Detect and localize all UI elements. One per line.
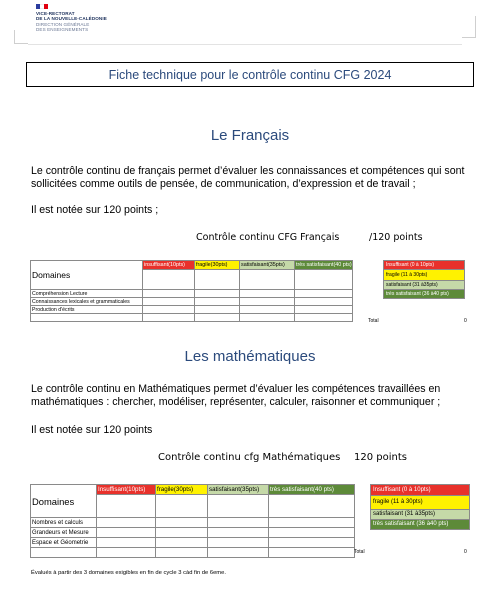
- francais-legend: [383, 260, 465, 299]
- logo-sub-line: DIRECTION GÉNÉRALE: [36, 21, 90, 27]
- score-cell[interactable]: [97, 518, 156, 528]
- score-cell[interactable]: [195, 314, 240, 322]
- legend-satisfaisant: satisfaisant (31 à35pts): [383, 281, 465, 290]
- row-label: Nombres et calculs: [31, 518, 97, 528]
- logo-sub-line: DES ENSEIGNEMENTS: [36, 27, 89, 33]
- col-fragile: fragile(30pts): [156, 485, 208, 495]
- maths-grid: [30, 484, 355, 558]
- score-cell[interactable]: [195, 270, 240, 290]
- score-cell[interactable]: [240, 270, 295, 290]
- score-cell[interactable]: [295, 290, 353, 298]
- vice-rectorat-logo: [36, 11, 107, 33]
- score-cell[interactable]: [269, 548, 355, 558]
- legend-tres-satisfaisant: très satisfaisant (36 à40 pts): [370, 520, 470, 530]
- row-label: Connaissances lexicales et grammaticales: [31, 298, 143, 306]
- document-title: Fiche technique pour le contrôle continu CFG 2024: [26, 62, 474, 87]
- score-cell[interactable]: [295, 314, 353, 322]
- francais-table-caption: Contrôle continu CFG Français: [196, 232, 340, 243]
- col-insuffisant: insuffisant(10pts): [143, 261, 195, 270]
- maths-points: 120 points: [354, 452, 407, 463]
- francais-points: /120 points: [369, 232, 423, 243]
- row-label: Production d'écrits: [31, 306, 143, 314]
- maths-total-value: 0: [464, 549, 467, 555]
- score-cell[interactable]: [208, 538, 269, 548]
- score-cell[interactable]: [269, 538, 355, 548]
- score-cell[interactable]: [97, 548, 156, 558]
- francais-grid: [30, 260, 353, 322]
- score-cell[interactable]: [156, 518, 208, 528]
- logo-line: DE LA NOUVELLE-CALÉDONIE: [36, 16, 107, 22]
- score-cell[interactable]: [240, 290, 295, 298]
- francais-total-label: Total: [368, 318, 379, 324]
- legend-fragile: fragile (11 à 30pts): [383, 270, 465, 281]
- col-insuffisant: Insuffisant(10pts): [97, 485, 156, 495]
- score-cell[interactable]: [143, 290, 195, 298]
- corner-mark-left: [14, 30, 28, 44]
- score-cell[interactable]: [156, 548, 208, 558]
- row-label: Compréhension Lecture: [31, 290, 143, 298]
- score-cell[interactable]: [195, 290, 240, 298]
- maths-total-label: Total: [354, 549, 365, 555]
- section-title-francais: Le Français: [210, 127, 290, 144]
- score-cell[interactable]: [295, 270, 353, 290]
- score-cell[interactable]: [97, 528, 156, 538]
- col-tres-satisfaisant: très satisfaisant(40 pts): [296, 262, 352, 268]
- legend-fragile: fragile (11 à 30pts): [370, 496, 470, 510]
- score-cell[interactable]: [208, 495, 269, 518]
- francais-note: Il est notée sur 120 points ;: [31, 204, 159, 216]
- maths-legend: [370, 484, 470, 530]
- maths-note: Il est notée sur 120 points: [31, 424, 153, 436]
- footnote: Évalués à partir des 3 domaines exigibles en fin de cycle 3 càd fin de 6eme.: [31, 570, 226, 576]
- col-fragile: fragile(30pts): [195, 261, 240, 270]
- logo-line: VICE-RECTORAT: [36, 11, 75, 16]
- score-cell[interactable]: [269, 528, 355, 538]
- domains-label: Domaines: [31, 485, 97, 518]
- col-tres-satisfaisant: très satisfaisant(40 pts): [269, 485, 355, 495]
- col-satisfaisant: satisfaisant(35pts): [240, 261, 295, 270]
- score-cell[interactable]: [97, 538, 156, 548]
- maths-table-caption: Contrôle continu cfg Mathématiques: [158, 452, 341, 463]
- francais-paragraph: Le contrôle continu de français permet d’évaluer les connaissances et compétences qui sont sollicitées comme outils de pensée, de communication, d’expression et de travail ;: [31, 165, 465, 190]
- score-cell[interactable]: [195, 306, 240, 314]
- flag-red-stripe: [44, 4, 48, 9]
- legend-satisfaisant: satisfaisant (31 à35pts): [370, 510, 470, 520]
- score-cell[interactable]: [240, 314, 295, 322]
- score-cell[interactable]: [156, 538, 208, 548]
- score-cell[interactable]: [295, 306, 353, 314]
- score-cell[interactable]: [143, 298, 195, 306]
- score-cell[interactable]: [295, 298, 353, 306]
- score-cell[interactable]: [208, 548, 269, 558]
- legend-tres-satisfaisant: très satisfaisant (36 à40 pts): [383, 290, 465, 299]
- score-cell[interactable]: [156, 495, 208, 518]
- section-title-maths: Les mathématiques: [184, 348, 316, 365]
- score-cell[interactable]: [97, 495, 156, 518]
- score-cell[interactable]: [240, 306, 295, 314]
- score-cell[interactable]: [208, 528, 269, 538]
- score-cell[interactable]: [269, 518, 355, 528]
- legend-insuffisant: Insuffisant (0 à 10pts): [383, 260, 465, 270]
- empty-cell: [31, 548, 97, 558]
- row-label: Grandeurs et Mesure: [31, 528, 97, 538]
- score-cell[interactable]: [269, 495, 355, 518]
- score-cell[interactable]: [195, 298, 240, 306]
- header-divider: [28, 44, 462, 45]
- empty-cell: [31, 314, 143, 322]
- francais-total-value: 0: [464, 318, 467, 324]
- score-cell[interactable]: [143, 270, 195, 290]
- row-label: Espace et Géometrie: [31, 538, 97, 548]
- score-cell[interactable]: [143, 306, 195, 314]
- domains-label: Domaines: [31, 261, 143, 290]
- score-cell[interactable]: [240, 298, 295, 306]
- legend-insuffisant: Insuffisant (0 à 10pts): [370, 484, 470, 496]
- score-cell[interactable]: [156, 528, 208, 538]
- score-cell[interactable]: [208, 518, 269, 528]
- col-satisfaisant: satisfaisant(35pts): [208, 485, 269, 495]
- corner-mark-right: [462, 16, 476, 38]
- maths-paragraph: Le contrôle continu en Mathématiques permet d’évaluer les compétences travaillées en mathématiques : chercher, modéliser, représenter, calculer, raisonner et communiquer ;: [31, 383, 441, 408]
- republic-flag-icon: [36, 4, 48, 9]
- score-cell[interactable]: [143, 314, 195, 322]
